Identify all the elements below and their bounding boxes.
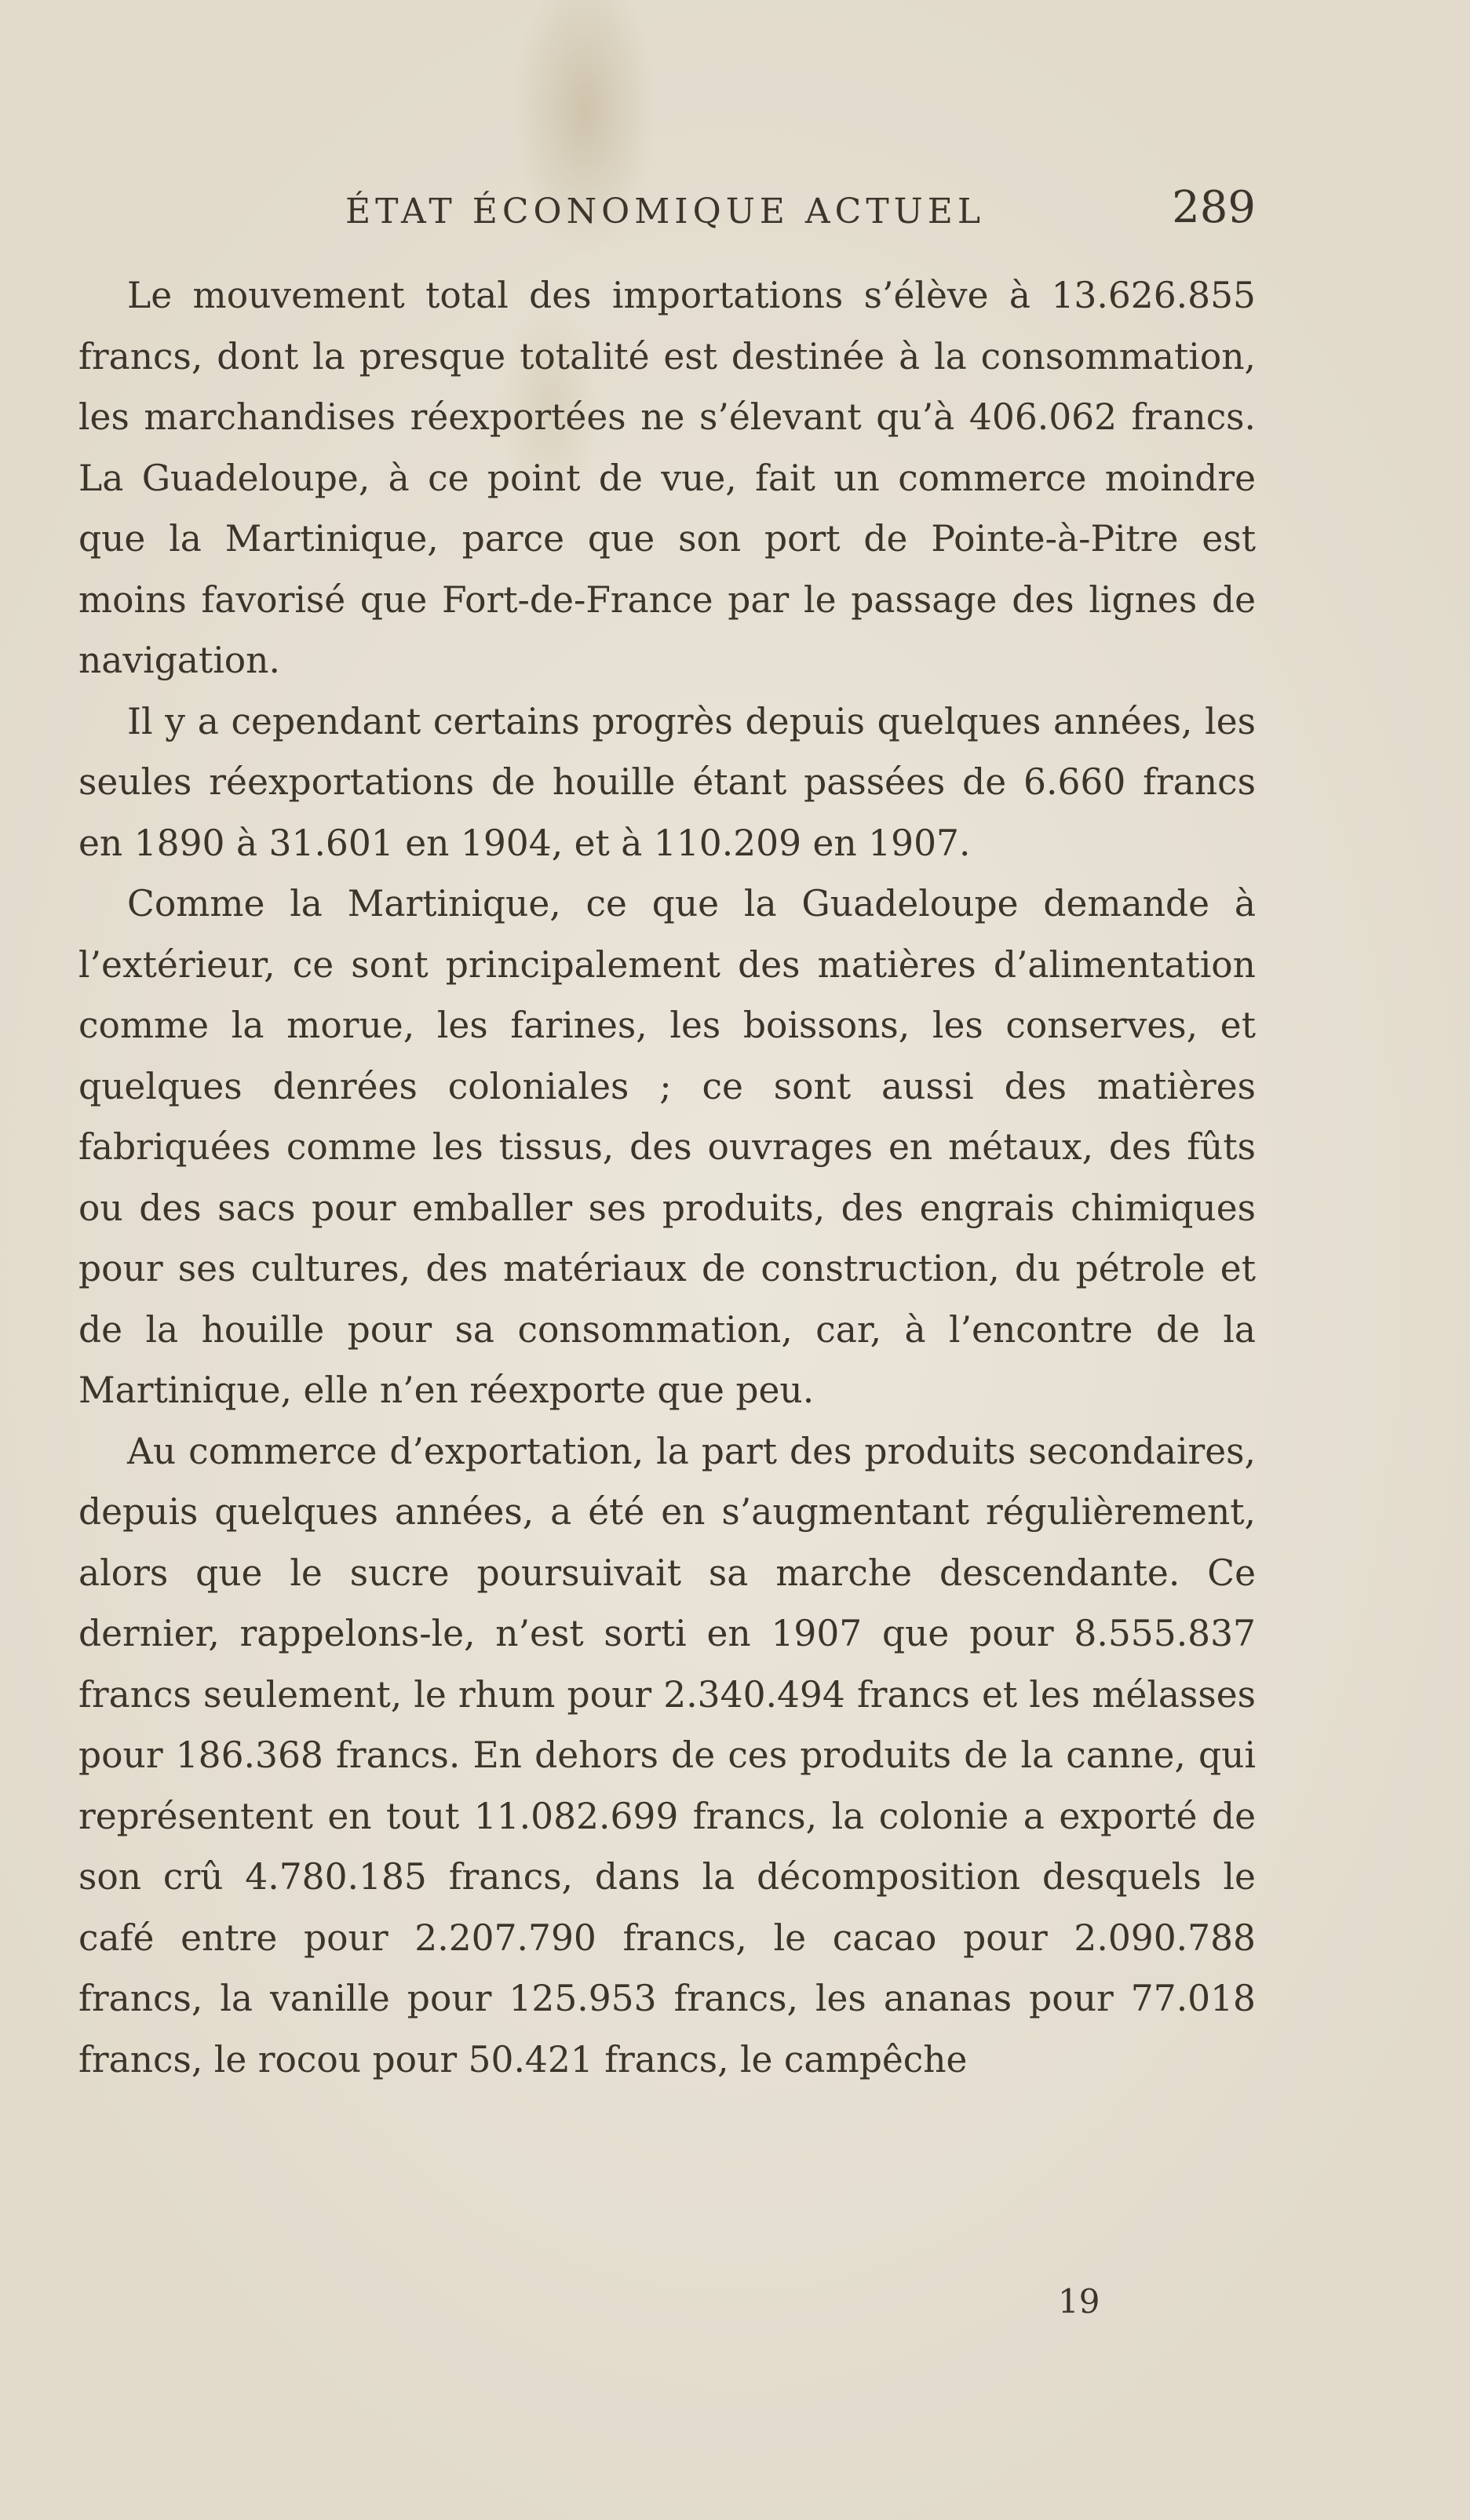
paragraph-progress: Il y a cependant certains progrès depuis quelques années, les seules réexportations de houille étant passées de 6.660 francs en 1890 à 31.601 en 1904, et à 110.209 en 1907.	[78, 700, 1256, 864]
signature-mark: 19	[1058, 2282, 1100, 2321]
body-text	[78, 265, 1256, 2090]
paragraph-imports-detail: Comme la Martinique, ce que la Guadeloupe demande à l’extérieur, ce sont principalement des matières d’alimentation comme la morue, les farines, les boissons, les conserves, et quelques denrées coloniales ; ce sont aussi des matières fabriquées comme les tissus, des ouvrages en métaux, des fûts ou des sacs pour emballer ses produits, des engrais chimiques pour ses cultures, des matériaux de construction, du pétrole et de la houille pour sa consommation, car, à l’encontre de la Martinique, elle n’en réexporte que peu.	[78, 883, 1256, 1411]
paragraph-exports: Au commerce d’exportation, la part des produits secondaires, depuis quelques années, a été en s’augmentant régulièrement, alors que le sucre poursuivait sa marche descendante. Ce dernier, rappelons-le, n’est sorti en 1907 que pour 8.555.837 francs seulement, le rhum pour 2.340.494 francs et les mélasses pour 186.368 francs. En dehors de ces produits de la canne, qui représentent en tout 11.082.699 francs, la colonie a exporté de son crû 4.780.185 francs, dans la décomposition desquels le café entre pour 2.207.790 francs, le cacao pour 2.090.788 francs, la vanille pour 125.953 francs, les ananas pour 77.018 francs, le rocou pour 50.421 francs, le campêche	[78, 1430, 1256, 2081]
page-header	[78, 182, 1256, 253]
page-number: 289	[1172, 182, 1256, 233]
paragraph-imports: Le mouvement total des importations s’élève à 13.626.855 francs, dont la presque totalité est destinée à la consommation, les marchandises réexportées ne s’élevant qu’à 406.062 francs. La Guadeloupe, à ce point de vue, fait un commerce moindre que la Martinique, parce que son port de Pointe-à-Pitre est moins favorisé que Fort-de-France par le passage des lignes de navigation.	[78, 275, 1256, 681]
running-title: ÉTAT ÉCONOMIQUE ACTUEL	[345, 191, 986, 232]
